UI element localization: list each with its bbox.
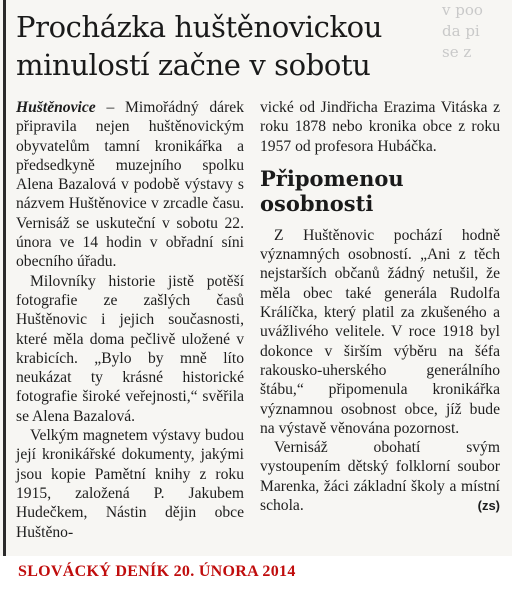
lead-text: – Mimořádný dárek připravila nejen huštěnovickým obyvatelům tamní kronikářka a předsedkyně muzejního spolku Alena Bazalová v podobě výstavy s názvem Huštěnovice v zrcadle času. Vernisáž se uskuteční v sobotu 22. února ve 14 hodin v obřadní síni obecního úřadu. (16, 99, 244, 271)
column-rule (3, 0, 6, 556)
paragraph (260, 438, 500, 515)
source-caption: SLOVÁCKÝ DENÍK 20. ÚNORA 2014 (18, 563, 296, 580)
dateline: Huštěnovice (16, 99, 96, 116)
paragraph: Velkým magnetem výstavy budou její kronikářské dokumenty, jakými jsou kopie Pamětní knihy z roku 1915, založená P. Jakubem Hudečkem, Nástin dějin obce Huštěno- (16, 427, 244, 541)
article-column-2 (260, 98, 500, 515)
paragraph: Milovníky historie jistě potěší fotografie ze zašlých časů Huštěnovic i jejich současnosti, které měla doma pečlivě uložené v krabicích. „Bylo by mně líto neukázat ty krásné historické fotografie široké veřejnosti,“ svěřila se Alena Bazalová. (16, 272, 244, 425)
paragraph: vické od Jindřicha Erazima Vitáska z roku 1878 nebo kronika obce z roku 1957 od profesora Hubáčka. (260, 99, 500, 155)
author-signature: (zs) (477, 498, 500, 514)
article-column-1 (16, 98, 244, 542)
article-subheading: Připomenou osobnosti (260, 165, 404, 216)
article-headline: Procházka huštěnovickou minulostí začne v sobotu (16, 10, 383, 82)
closing-text: Vernisáž obohatí svým vystoupením dětský folklorní soubor Marenka, žáci základní školy a místní schola. (260, 439, 500, 515)
paragraph: Z Huštěnovic pochází hodně významných osobností. „Ani z těch nejstarších občanů žádný netušil, že měla obec také generála Rudolfa Králíčka, který platil za zkušeného a uvážlivého velitele. V roce 1918 byl dokonce v širším výběru na šéfa rakousko-uherského generálního štábu,“ připomenula kronikářka významnou osobnost obce, jíž bude na výstavě věnována pozornost. (260, 226, 500, 437)
lead-paragraph (16, 98, 244, 272)
adjacent-article-fragment: v poo da pi se z (442, 1, 483, 61)
